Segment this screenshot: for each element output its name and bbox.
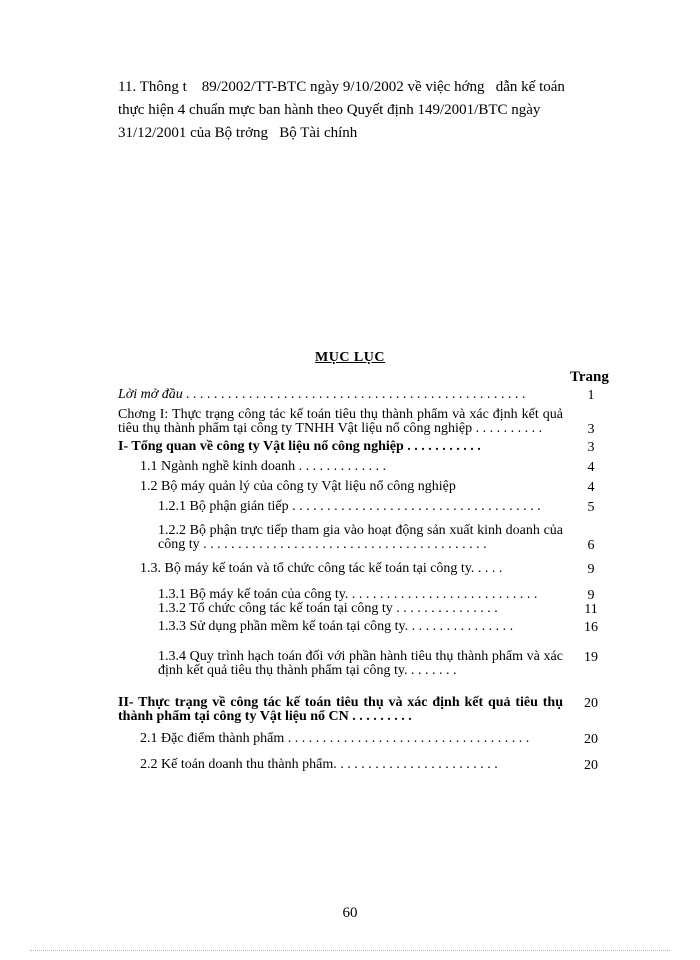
toc-entry[interactable] [118, 588, 618, 602]
toc-entry[interactable] [118, 650, 618, 678]
toc-entry-text: 1.3. Bộ máy kế toán và tổ chức công tác kế toán tại công ty. . . . . [140, 561, 503, 576]
page-column-label: Trang [570, 369, 609, 385]
references-block [118, 76, 618, 145]
toc-entry[interactable] [118, 480, 618, 494]
toc-entry[interactable] [118, 602, 618, 616]
toc-entry[interactable] [118, 408, 618, 436]
toc-entry[interactable] [118, 440, 618, 454]
toc-entry[interactable] [118, 500, 618, 514]
toc-entry-page: 3 [587, 440, 595, 455]
toc-entry-text: 2.1 Đặc điểm thành phẩm . . . . . . . . . . . . . . . . . . . . . . . . . . . . . . . . . . . [140, 731, 530, 746]
toc-entry-page: 20 [584, 732, 598, 747]
toc-title: MỤC LỤC [315, 350, 385, 365]
toc-entry-page: 16 [584, 620, 598, 635]
toc-entry-page: 1 [587, 388, 595, 403]
toc-entry[interactable] [118, 562, 618, 576]
toc-entry[interactable] [118, 620, 618, 634]
toc-entry-text: 1.1 Ngành nghề kinh doanh . . . . . . . . . . . . . [140, 459, 387, 474]
toc-entry-text: Lời mở đầu . . . . . . . . . . . . . . . . . . . . . . . . . . . . . . . . . . . . . . . . . . . . . . . . . [118, 387, 526, 402]
reference-line: 31/12/2001 của Bộ trởng Bộ Tài chính [118, 125, 358, 141]
toc-entry-text: 1.2.2 Bộ phận trực tiếp tham gia vào hoạt động sản xuất kinh doanh của công ty . . . . . . . . . . . . . . . . . . . . . . . . . . . . . . . . . . . . . . . . . [158, 523, 563, 552]
toc-entry-page: 20 [584, 758, 598, 773]
toc-entry-text: I- Tổng quan về công ty Vật liệu nổ công nghiệp . . . . . . . . . . . [118, 439, 481, 454]
toc-entry-text: 2.2 Kế toán doanh thu thành phẩm. . . . . . . . . . . . . . . . . . . . . . . . [140, 757, 498, 772]
toc-entry[interactable] [118, 460, 618, 474]
toc-entry-page: 6 [587, 538, 595, 553]
toc-entry-text: 1.3.3 Sử dụng phần mềm kế toán tại công ty. . . . . . . . . . . . . . . . [158, 619, 514, 634]
toc-entry-page: 5 [587, 500, 595, 515]
toc-entry-text: 1.2 Bộ máy quản lý của công ty Vật liệu nổ công nghiệp [140, 479, 456, 494]
toc-entry[interactable] [118, 524, 618, 552]
reference-line: thực hiện 4 chuẩn mực ban hành theo Quyết định 149/2001/BTC ngày [118, 102, 541, 118]
toc-entry-page: 20 [584, 696, 598, 711]
toc-entry-page: 4 [587, 480, 595, 495]
table-of-contents [118, 386, 618, 772]
page-number: 60 [342, 905, 358, 921]
toc-entry-text: 1.3.2 Tổ chức công tác kế toán tại công ty . . . . . . . . . . . . . . . [158, 601, 498, 616]
toc-entry-text: 1.3.4 Quy trình hạch toán đối với phần hành tiêu thụ thành phẩm và xác định kết quả tiêu thụ thành phẩm tại công ty. . . . . . . . [158, 649, 563, 678]
toc-entry-text: II- Thực trạng về công tác kế toán tiêu thụ và xác định kết quả tiêu thụ thành phẩm tại công ty Vật liệu nổ CN . . . . . . . . . [118, 695, 563, 724]
toc-entry-text: 1.2.1 Bộ phận gián tiếp . . . . . . . . . . . . . . . . . . . . . . . . . . . . . . . . . . . . [158, 499, 541, 514]
toc-entry-page: 3 [587, 422, 595, 437]
toc-entry[interactable] [118, 696, 618, 724]
toc-entry-page: 11 [584, 602, 598, 617]
toc-entry-page: 9 [587, 588, 595, 603]
toc-entry[interactable] [118, 758, 618, 772]
toc-entry-page: 9 [587, 562, 595, 577]
toc-entry[interactable] [118, 732, 618, 746]
reference-line: 11. Thông t 89/2002/TT-BTC ngày 9/10/2002 về việc hớng dẫn kế toán [118, 79, 565, 95]
toc-entry-text: 1.3.1 Bộ máy kế toán của công ty. . . . . . . . . . . . . . . . . . . . . . . . . . . . [158, 587, 538, 602]
toc-entry[interactable] [118, 388, 618, 402]
toc-entry-page: 4 [587, 460, 595, 475]
toc-entry-page: 19 [584, 650, 598, 665]
footer-divider [30, 950, 670, 951]
toc-entry-text: Chơng I: Thực trạng công tác kế toán tiêu thụ thành phẩm và xác định kết quả tiêu thụ thành phẩm tại công ty TNHH Vật liệu nổ công nghiệp . . . . . . . . . . [118, 407, 563, 436]
